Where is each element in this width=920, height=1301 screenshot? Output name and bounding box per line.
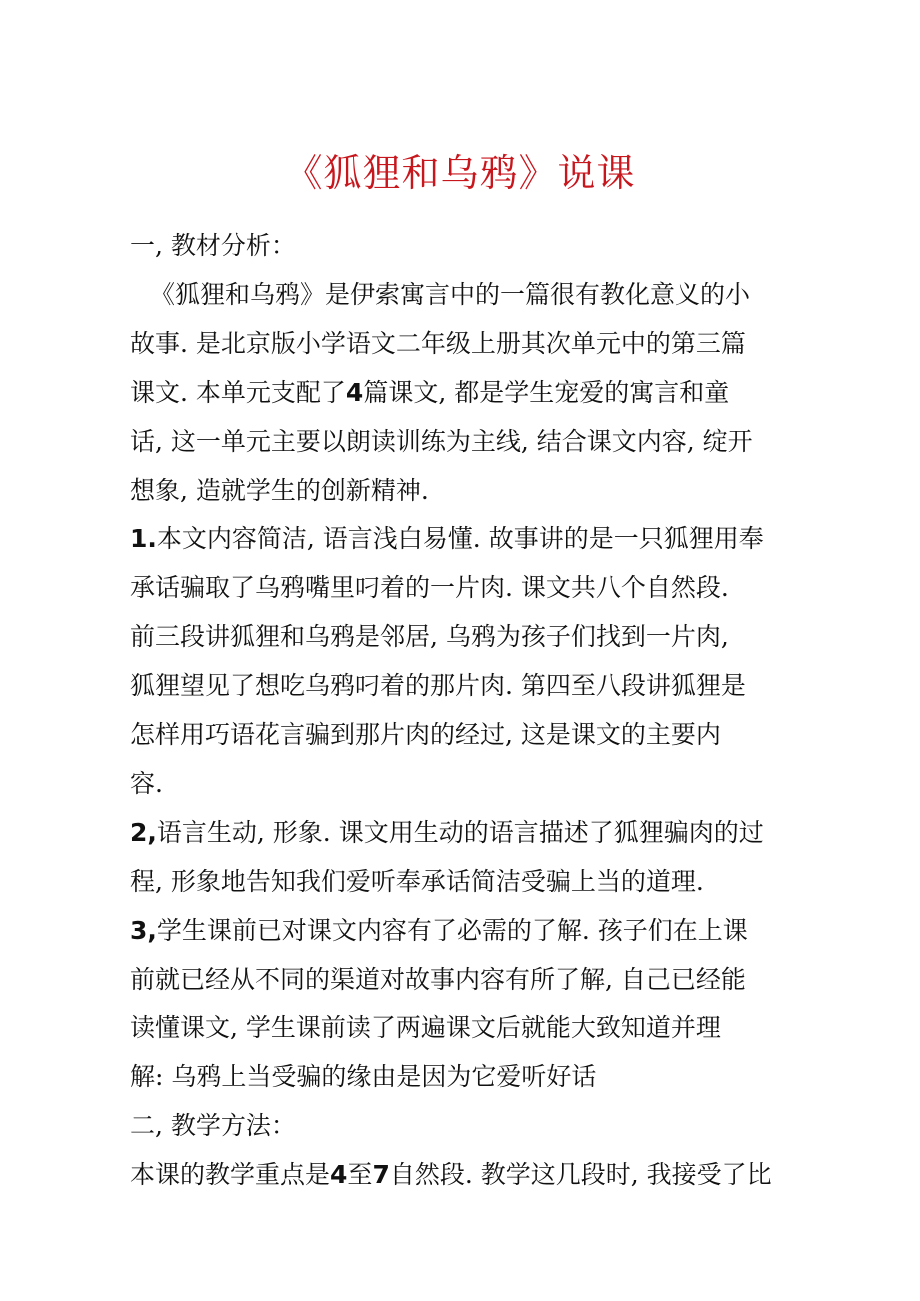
body-line bbox=[130, 326, 820, 366]
document-title: 《狐狸和乌鸦》说课 bbox=[284, 151, 636, 195]
line-text: 二, 教学方法： bbox=[130, 1111, 296, 1141]
line-text: 怎样用巧语花言骗到那片肉的经过, 这是课文的主要内 bbox=[130, 720, 721, 749]
line-text: 想象, 造就学生的创新精神. bbox=[130, 475, 429, 505]
line-text: 容. bbox=[130, 768, 163, 798]
body-line bbox=[130, 1010, 820, 1050]
line-text: 《狐狸和乌鸦》是伊索寓言中的一篇很有教化意义的小 bbox=[150, 279, 751, 309]
body-line bbox=[130, 521, 820, 561]
line-text: 话, 这一单元主要以朗读训练为主线, 结合课文内容, 绽开 bbox=[130, 426, 753, 456]
line-text: 自然段. 教学这几段时, 我接受了比 bbox=[389, 1160, 772, 1190]
body-line bbox=[130, 619, 820, 659]
body-line bbox=[130, 1157, 820, 1197]
body-line bbox=[130, 570, 820, 610]
line-text: 一, 教材分析： bbox=[130, 231, 296, 260]
body-line bbox=[130, 228, 820, 268]
body-line bbox=[130, 668, 820, 708]
line-text: 学生课前已对课文内容有了必需的了解. 孩子们在上课 bbox=[156, 915, 748, 945]
line-text: 解: 乌鸦上当受骗的缘由是因为它爱听好话 bbox=[130, 1062, 597, 1092]
paragraph-number: 4 bbox=[345, 377, 364, 407]
body-line bbox=[130, 1059, 820, 1099]
line-text: 本文内容简洁, 语言浅白易懂. 故事讲的是一只狐狸用奉 bbox=[156, 524, 764, 554]
line-text: 读懂课文, 学生课前读了两遍课文后就能大致知道并理 bbox=[130, 1013, 721, 1043]
paragraph-number: 4 bbox=[330, 1160, 348, 1190]
line-text: 本课的教学重点是 bbox=[130, 1160, 331, 1190]
line-text: 故事. 是北京版小学语文二年级上册其次单元中的第三篇 bbox=[130, 328, 746, 358]
line-text: 狐狸望见了想吃乌鸦叼着的那片肉. 第四至八段讲狐狸是 bbox=[130, 671, 746, 701]
body-line bbox=[130, 766, 820, 806]
paragraph-number: 7 bbox=[372, 1160, 390, 1190]
line-text: 前三段讲狐狸和乌鸦是邻居, 乌鸦为孩子们找到一片肉, bbox=[130, 622, 729, 652]
line-text: 课文. 本单元支配了 bbox=[130, 377, 346, 407]
body-line bbox=[130, 473, 820, 513]
line-text: 承话骗取了乌鸦嘴里叼着的一片肉. 课文共八个自然段. bbox=[130, 573, 729, 603]
body-line bbox=[150, 277, 820, 317]
body-line bbox=[130, 864, 820, 904]
line-text: 前就已经从不同的渠道对故事内容有所了解, 自己已经能 bbox=[130, 964, 746, 994]
body-line bbox=[130, 815, 820, 855]
body-line bbox=[130, 913, 820, 953]
line-text: 至 bbox=[347, 1160, 373, 1190]
paragraph-number: 2, bbox=[130, 817, 157, 847]
paragraph-number: 1. bbox=[130, 524, 157, 554]
line-text: 篇课文, 都是学生宠爱的寓言和童 bbox=[363, 377, 730, 407]
paragraph-number: 3, bbox=[130, 915, 157, 945]
body-line bbox=[130, 424, 820, 464]
line-text: 程, 形象地告知我们爱听奉承话简洁受骗上当的道理. bbox=[130, 866, 704, 896]
line-text: 语言生动, 形象. 课文用生动的语言描述了狐狸骗肉的过 bbox=[156, 817, 764, 847]
body-line bbox=[130, 717, 820, 757]
body-line bbox=[130, 375, 820, 415]
body-line bbox=[130, 1108, 820, 1148]
body-line bbox=[130, 962, 820, 1002]
